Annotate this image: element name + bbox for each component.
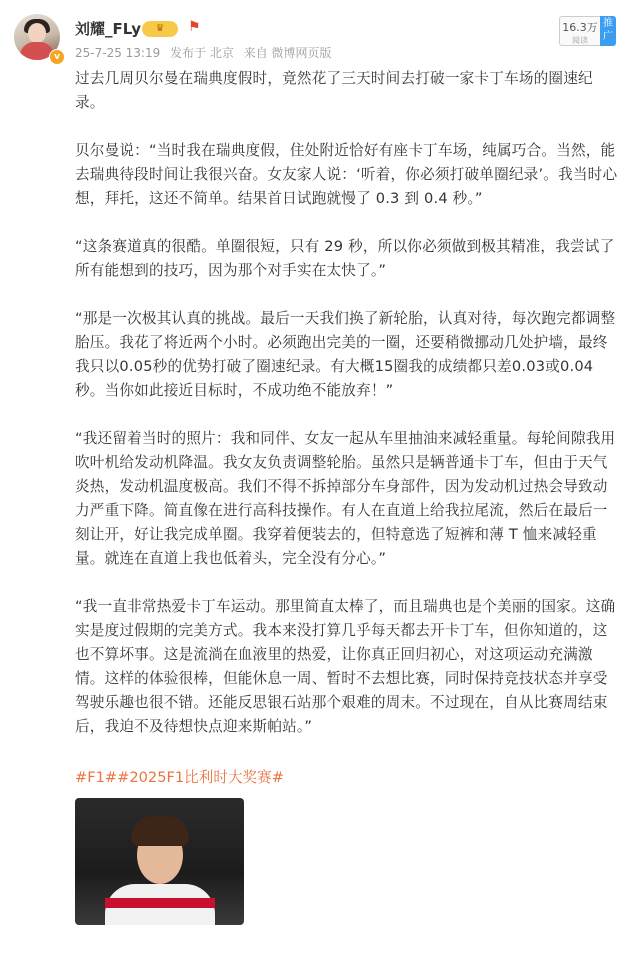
read-count: 16.3万 (562, 21, 598, 34)
photo-stripe (105, 898, 215, 908)
post-source: 来自 微博网页版 (243, 46, 332, 60)
post-paragraph: “这条赛道真的很酷。单圈很短，只有 29 秒，所以你必须做到极其精准，我尝试了所有能想到的技巧，因为那个对手实在太快了。” (75, 238, 615, 279)
flag-icon[interactable]: ⚑ (188, 19, 201, 35)
crown-icon[interactable]: ♛ (142, 21, 178, 37)
post-meta (75, 44, 338, 61)
post-photo[interactable] (75, 798, 244, 925)
username[interactable]: 刘耀_FLy (75, 20, 142, 38)
post-content (75, 67, 620, 763)
promote-button[interactable]: 推广 (600, 16, 616, 46)
post-paragraph: “我还留着当时的照片：我和同伴、女友一起从车里抽油来减轻重量。每轮间隙我用吹叶机给发动机降温。我女友负责调整轮胎。虽然只是辆普通卡丁车，但由于天气炎热，发动机温度极高。我们不得不拆掉部分车身部件，因为发动机过热会导致动力严重下降。简直像在进行高科技操作。有人在直道上给我拉尾流，然后在最后一刻让开，好让我完成单圈。我穿着便装去的，但特意选了短裤和薄 T 恤来减轻重量。就连在直道上我也低着头，完全没有分心。” (75, 430, 616, 567)
verified-icon: v (49, 49, 65, 65)
avatar-face (28, 23, 46, 43)
hashtag-links[interactable]: #F1##2025F1比利时大奖赛# (75, 769, 284, 786)
post-location: 发布于 北京 (170, 46, 234, 60)
post-paragraph: “我一直非常热爱卡丁车运动。那里简直太棒了，而且瑞典也是个美丽的国家。这确实是度过假期的完美方式。我本来没打算几乎每天都去开卡丁车，但你知道的，这也不算坏事。这是流淌在血液里的热爱，让你真正回归初心，对这项运动充满激情。这样的体验很棒，但能休息一周、暂时不去想比赛，同时保持竞技状态并享受驾驶乐趣也很不错。还能反思银石站那个艰难的周末。不过现在，自从比赛周结束后，我迫不及待想快点迎来斯帕站。” (75, 598, 616, 735)
post-paragraph: 贝尔曼说：“当时我在瑞典度假，住处附近恰好有座卡丁车场，纯属巧合。当然，能去瑞典待段时间让我很兴奋。女友家人说：‘听着，你必须打破单圈纪录’。我当时心想，拜托，这还不简单。结果首日试跑就慢了 0.3 到 0.4 秒。” (75, 142, 618, 207)
post-paragraph: 过去几周贝尔曼在瑞典度假时，竟然花了三天时间去打破一家卡丁车场的圈速纪录。 (75, 70, 593, 111)
post-paragraph: “那是一次极其认真的挑战。最后一天我们换了新轮胎，认真对待，每次跑完都调整胎压。我花了将近两个小时。必须跑出完美的一圈，还要稍微挪动几处护墙，最终我只以0.05秒的优势打破了圈速纪录。有大概15圈我的成绩都只差0.03或0.04秒。当你如此接近目标时，不成功绝不能放弃！” (75, 310, 616, 399)
read-count-box (559, 16, 600, 46)
read-label: 阅读 (572, 36, 588, 45)
photo-hair (131, 816, 189, 846)
post-date[interactable]: 25-7-25 13:19 (75, 46, 161, 60)
